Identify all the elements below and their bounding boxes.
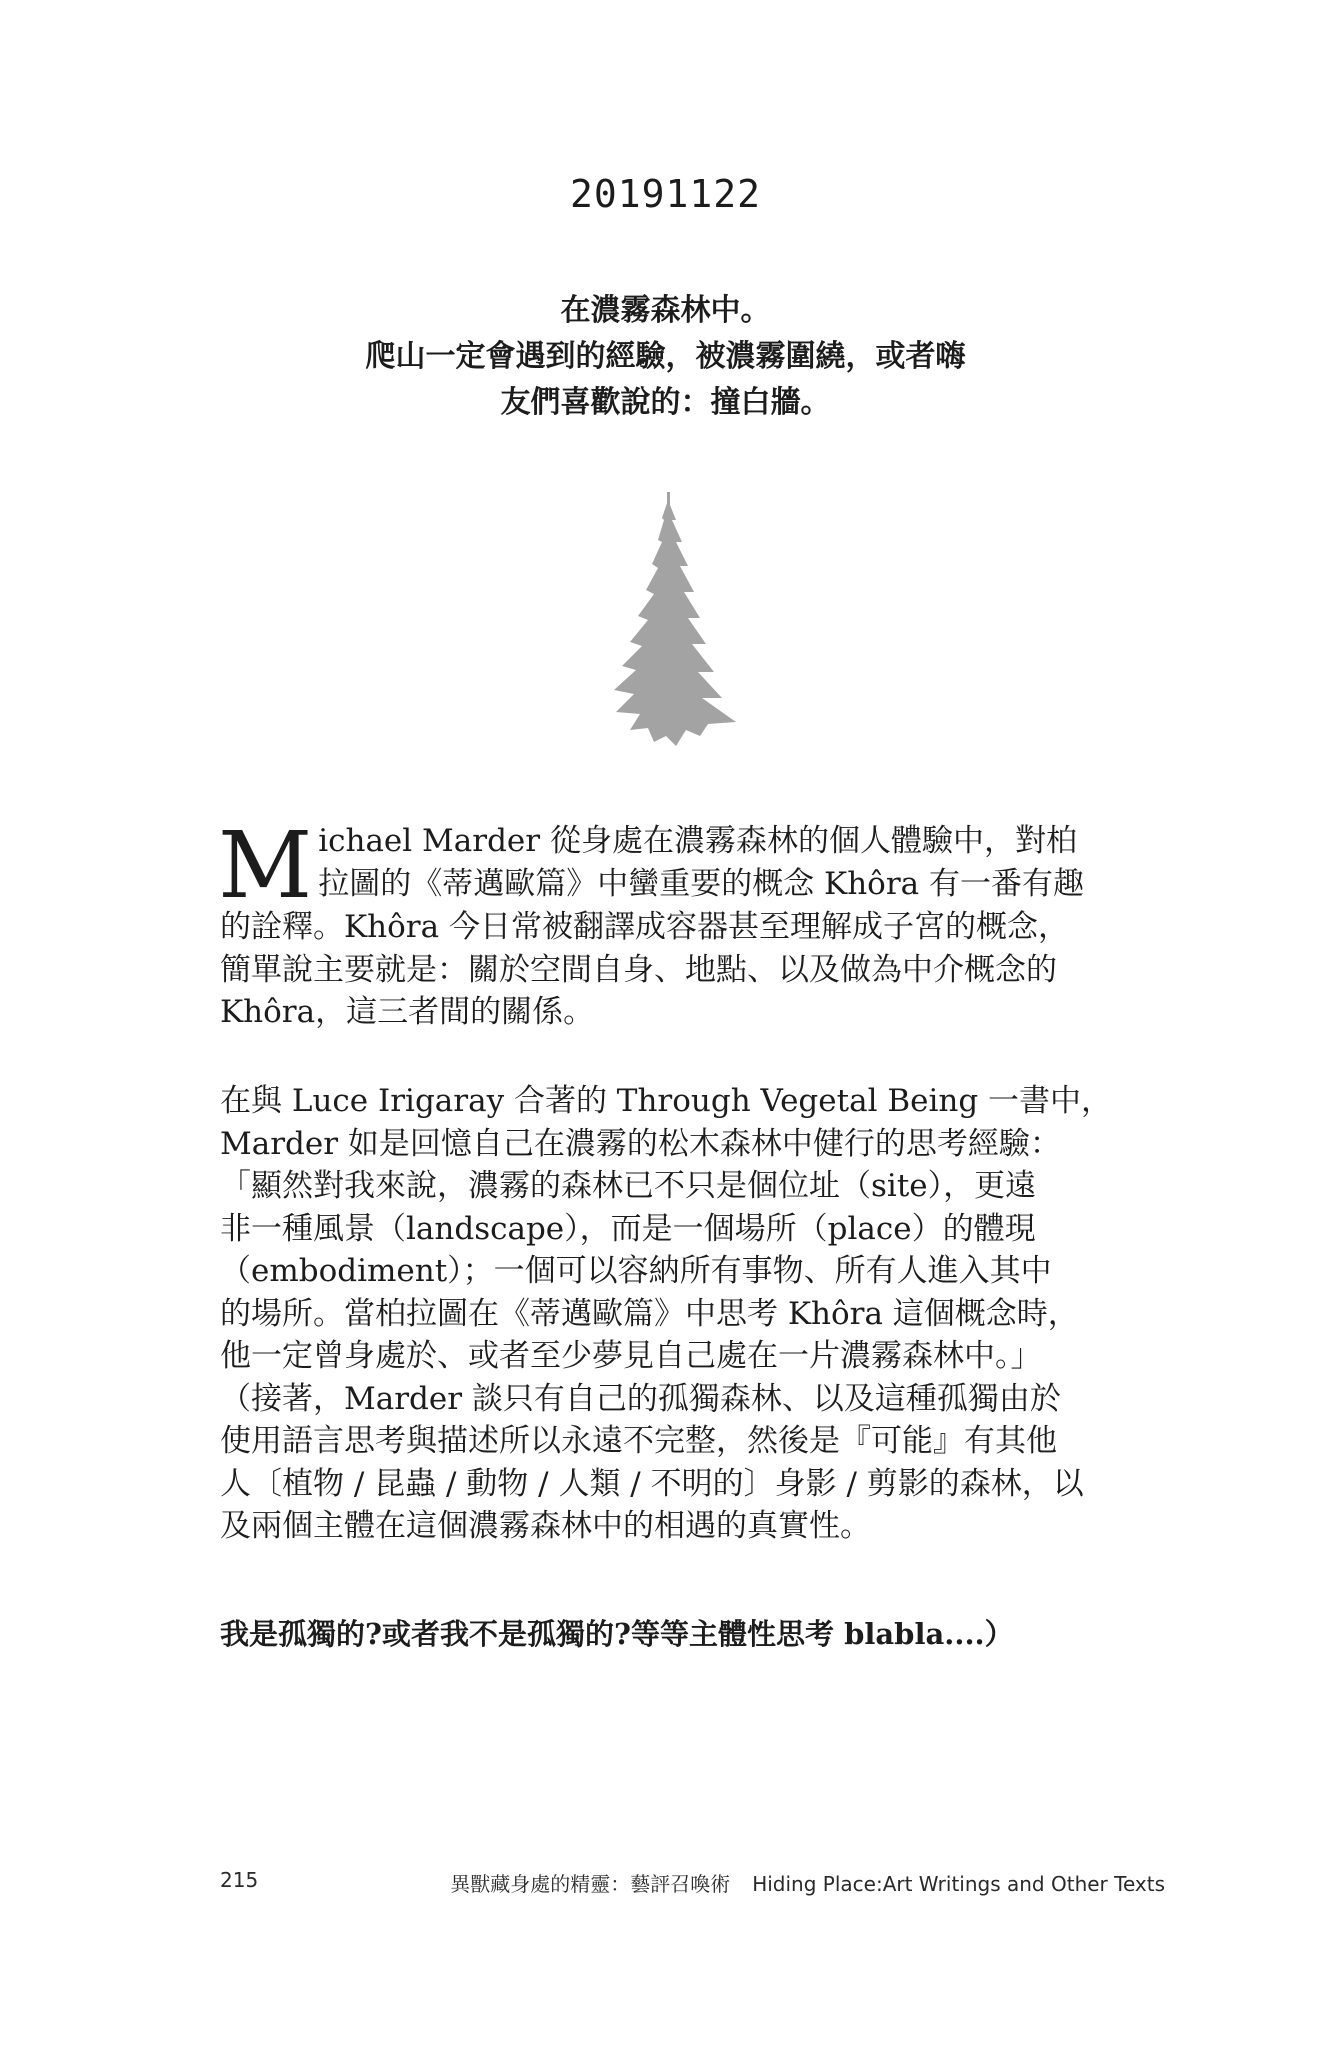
paragraph-line: 「顯然對我來說，濃霧的森林已不只是個位址（site），更遠 bbox=[220, 1168, 1037, 1204]
intro-text bbox=[300, 288, 1031, 426]
paragraph-2 bbox=[220, 1080, 1165, 1548]
page-number: 215 bbox=[220, 1868, 259, 1892]
book-title-zh: 異獸藏身處的精靈：藝評召喚術 bbox=[450, 1872, 731, 1896]
book-title-en: Hiding Place:Art Writings and Other Texts bbox=[752, 1872, 1165, 1896]
intro-line: 爬山一定會遇到的經驗，被濃霧圍繞，或者嗨 bbox=[365, 339, 966, 374]
paragraph-1 bbox=[218, 812, 1165, 1034]
intro-line: 友們喜歡說的：撞白牆。 bbox=[500, 385, 831, 420]
paragraph-line: 非一種風景（landscape），而是一個場所（place）的體現 bbox=[220, 1210, 1036, 1247]
paragraph-line: Marder 如是回憶自己在濃霧的松木森林中健行的思考經驗： bbox=[220, 1125, 1061, 1162]
paragraph-line: 拉圖的《蒂邁歐篇》中蠻重要的概念 Khôra 有一番有趣 bbox=[318, 865, 1084, 902]
paragraph-3: 我是孤獨的?或者我不是孤獨的?等等主體性思考 blabla....） bbox=[220, 1617, 1014, 1651]
paragraph-line: 簡單說主要就是：關於空間自身、地點、以及做為中介概念的 bbox=[220, 951, 1057, 988]
paragraph-line: （embodiment）；一個可以容納所有事物、所有人進入其中 bbox=[220, 1253, 1052, 1289]
paragraph-line: ichael Marder 從身處在濃霧森林的個人體驗中，對柏 bbox=[318, 823, 1077, 859]
paragraph-line: Khôra，這三者間的關係。 bbox=[220, 994, 595, 1030]
paragraph-line: 在與 Luce Irigaray 合著的 Through Vegetal Being 一書中， bbox=[220, 1083, 1113, 1119]
page-title: 20191122 bbox=[569, 172, 762, 216]
paragraph-line: 他一定曾身處於、或者至少夢見自己處在一片濃霧森林中。」 bbox=[220, 1338, 1042, 1374]
paragraph-line: 的場所。當柏拉圖在《蒂邁歐篇》中思考 Khôra 這個概念時， bbox=[220, 1295, 1079, 1332]
running-title bbox=[450, 1868, 1165, 1897]
paragraph-line: （接著，Marder 談只有自己的孤獨森林、以及這種孤獨由於 bbox=[220, 1380, 1061, 1417]
drop-cap: M bbox=[218, 812, 313, 919]
page-footer bbox=[220, 1868, 1165, 1898]
paragraph-line: 的詮釋。Khôra 今日常被翻譯成容器甚至理解成子宮的概念， bbox=[220, 909, 1069, 945]
intro-line: 在濃霧森林中。 bbox=[560, 293, 771, 328]
pine-tree-icon bbox=[590, 490, 750, 750]
paragraph-line: 人〔植物 / 昆蟲 / 動物 / 人類 / 不明的〕身影 / 剪影的森林，以 bbox=[220, 1465, 1084, 1502]
paragraph-line: 使用語言思考與描述所以永遠不完整，然後是『可能』有其他 bbox=[220, 1423, 1057, 1459]
paragraph-line: 及兩個主體在這個濃霧森林中的相遇的真實性。 bbox=[220, 1508, 871, 1544]
